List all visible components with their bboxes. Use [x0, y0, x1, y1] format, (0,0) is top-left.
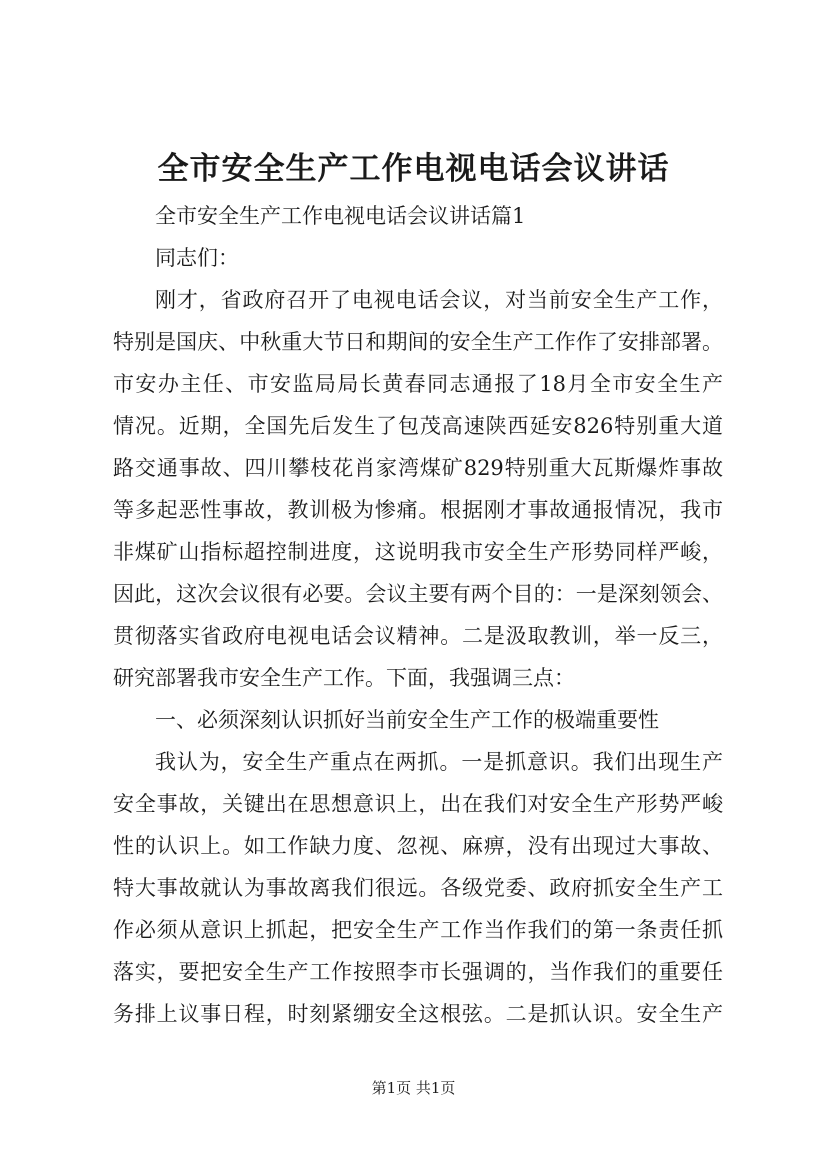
paragraph-line: 研究部署我市安全生产工作。下面，我强调三点： [113, 666, 575, 690]
salutation: 同志们： [155, 246, 239, 270]
paragraph-line: 安全事故，关键出在思想意识上，出在我们对安全生产形势严峻 [113, 792, 723, 816]
paragraph-line: 因此，这次会议很有必要。会议主要有两个目的：一是深刻领会、 [113, 582, 723, 606]
paragraph-line: 特大事故就认为事故离我们很远。各级党委、政府抓安全生产工 [113, 876, 723, 900]
paragraph-line: 务排上议事日程，时刻紧绷安全这根弦。二是抓认识。安全生产 [113, 1002, 723, 1026]
paragraph-line: 贯彻落实省政府电视电话会议精神。二是汲取教训，举一反三， [113, 624, 723, 648]
document-title: 全市安全生产工作电视电话会议讲话 [157, 151, 670, 187]
paragraph-line: 路交通事故、四川攀枝花肖家湾煤矿829特别重大瓦斯爆炸事故 [113, 456, 723, 480]
paragraph-line: 市安办主任、市安监局局长黄春同志通报了18月全市安全生产 [113, 372, 723, 396]
paragraph-line: 刚才，省政府召开了电视电话会议，对当前安全生产工作， [155, 288, 723, 312]
paragraph-line: 落实，要把安全生产工作按照李市长强调的，当作我们的重要任 [113, 960, 723, 984]
paragraph-line: 特别是国庆、中秋重大节日和期间的安全生产工作作了安排部署。 [113, 330, 723, 354]
paragraph-line: 非煤矿山指标超控制进度，这说明我市安全生产形势同样严峻， [113, 540, 723, 564]
paragraph-line: 性的认识上。如工作缺力度、忽视、麻痹，没有出现过大事故、 [113, 834, 723, 858]
document-subtitle: 全市安全生产工作电视电话会议讲话篇1 [155, 204, 526, 228]
paragraph-line: 等多起恶性事故，教训极为惨痛。根据刚才事故通报情况，我市 [113, 498, 723, 522]
section-heading: 一、必须深刻认识抓好当前安全生产工作的极端重要性 [155, 708, 659, 732]
paragraph-line: 情况。近期，全国先后发生了包茂高速陕西延安826特别重大道 [113, 414, 723, 438]
paragraph-line: 作必须从意识上抓起，把安全生产工作当作我们的第一条责任抓 [113, 918, 723, 942]
page-footer: 第1页 共1页 [371, 1079, 456, 1097]
paragraph-line: 我认为，安全生产重点在两抓。一是抓意识。我们出现生产 [155, 750, 723, 774]
